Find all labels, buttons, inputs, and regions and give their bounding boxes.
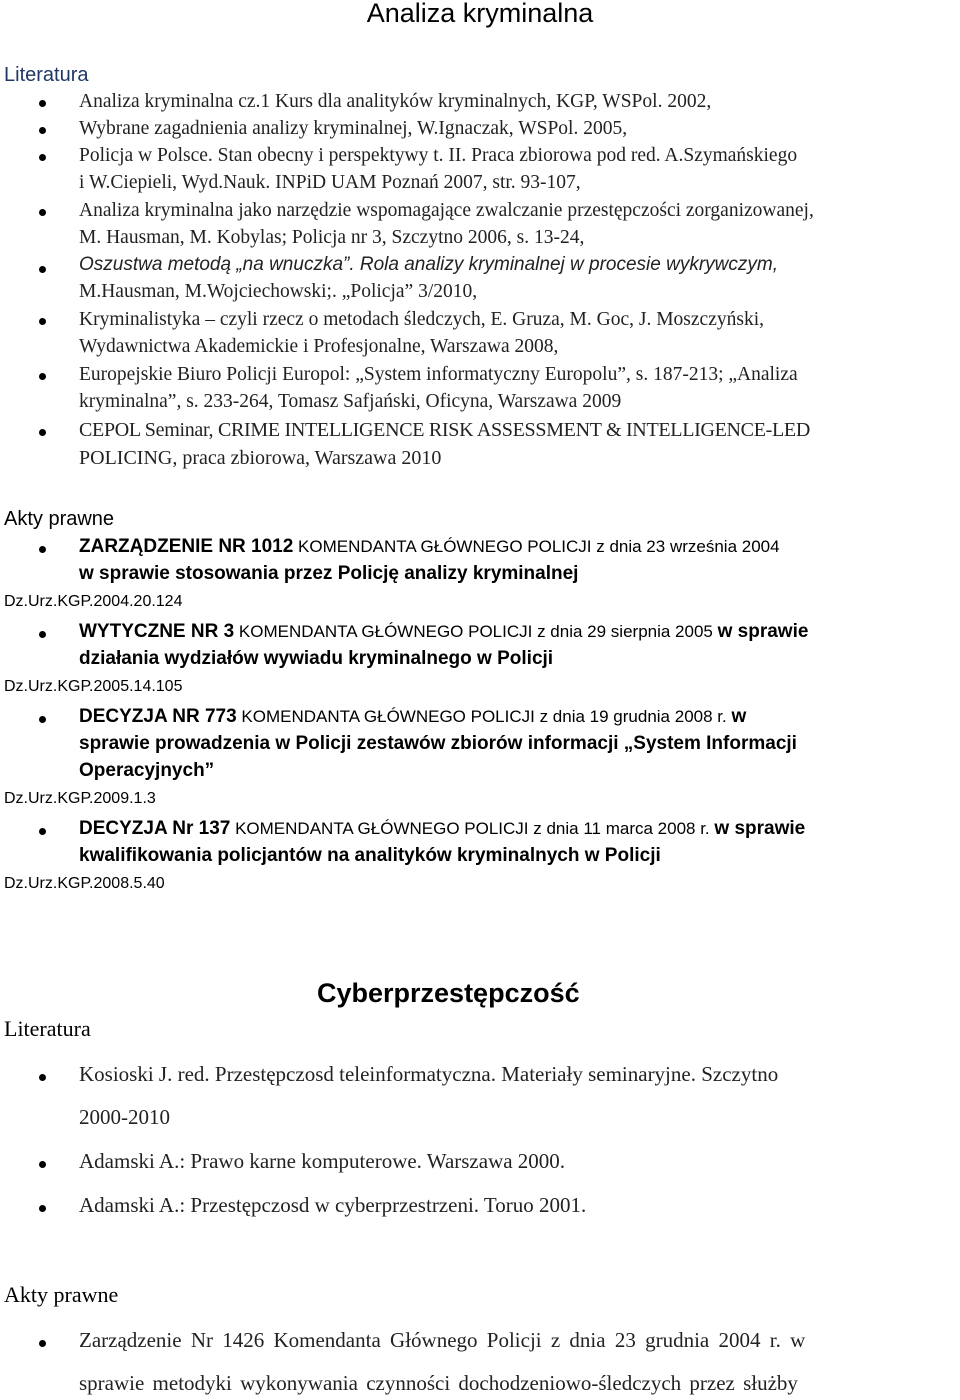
bullet-icon: [39, 1074, 46, 1081]
list-item: Analiza kryminalna cz.1 Kurs dla analityków kryminalnych, KGP, WSPol. 2002,: [79, 91, 712, 112]
page-title: Analiza kryminalna: [366, 0, 594, 28]
act-number: DECYZJA Nr 137: [79, 818, 231, 839]
bullet-icon: [39, 266, 46, 273]
list-item: Adamski A.: Przestępczosd w cyberprzestrzeni. Toruo 2001.: [79, 1193, 587, 1217]
list-item: Adamski A.: Prawo karne komputerowe. Warszawa 2000.: [79, 1149, 566, 1173]
bullet-icon: [39, 716, 46, 723]
cyber-literatura-heading: Literatura: [4, 1016, 91, 1041]
act-subject: w sprawie: [714, 818, 806, 839]
list-item: Policja w Polsce. Stan obecny i perspektywy t. II. Praca zbiorowa pod red. A.Szymańskiego: [79, 145, 798, 166]
list-item-continuation: M. Hausman, M. Kobylas; Policja nr 3, Szczytno 2006, s. 13-24,: [79, 227, 585, 248]
act-subject: Operacyjnych”: [79, 760, 215, 781]
list-item: Analiza kryminalna jako narzędzie wspomagające zwalczanie przestępczości zorganizowanej,: [79, 200, 814, 221]
bullet-icon: [39, 1161, 46, 1168]
act-subject: działania wydziałów wywiadu kryminalnego w Policji: [79, 648, 554, 669]
bullet-icon: [39, 209, 46, 216]
akty-heading: Akty prawne: [4, 508, 115, 530]
list-item: Europejskie Biuro Policji Europol: „System informatyczny Europolu”, s. 187-213; „Analiza: [79, 364, 798, 385]
bullet-icon: [39, 318, 46, 325]
literatura-heading: Literatura: [4, 64, 89, 86]
bullet-icon: [39, 546, 46, 553]
bullet-icon: [39, 1205, 46, 1212]
bullet-icon: [39, 100, 46, 107]
act-subject: w: [731, 706, 747, 727]
act-authority: KOMENDANTA GŁÓWNEGO POLICJI z dnia 11 marca 2008 r.: [230, 819, 715, 838]
bullet-icon: [39, 127, 46, 134]
list-item-continuation: i W.Ciepieli, Wyd.Nauk. INPiD UAM Poznań 2007, str. 93-107,: [79, 172, 581, 193]
bullet-icon: [39, 154, 46, 161]
act-reference: Dz.Urz.KGP.2004.20.124: [4, 593, 183, 610]
act-subject: w sprawie: [717, 621, 809, 642]
act-authority: KOMENDANTA GŁÓWNEGO POLICJI z dnia 19 grudnia 2008 r.: [236, 707, 732, 726]
act-subject: w sprawie stosowania przez Policję analizy kryminalnej: [79, 563, 579, 584]
bullet-icon: [39, 828, 46, 835]
list-item: [79, 818, 805, 840]
act-authority: KOMENDANTA GŁÓWNEGO POLICJI z dnia 23 września 2004: [293, 537, 780, 556]
act-number: DECYZJA NR 773: [79, 706, 237, 727]
list-item-continuation: sprawie metodyki wykonywania czynności dochodzeniowo-śledczych przez służby: [79, 1371, 798, 1395]
act-reference: Dz.Urz.KGP.2009.1.3: [4, 790, 156, 807]
bullet-icon: [39, 373, 46, 380]
list-item: [79, 536, 780, 558]
act-authority: KOMENDANTA GŁÓWNEGO POLICJI z dnia 29 sierpnia 2005: [234, 622, 718, 641]
act-number: ZARZĄDZENIE NR 1012: [79, 536, 294, 557]
list-item: [79, 706, 746, 728]
cyber-akty-heading: Akty prawne: [4, 1282, 119, 1307]
list-item-continuation: 2000-2010: [79, 1105, 170, 1129]
act-reference: Dz.Urz.KGP.2005.14.105: [4, 678, 183, 695]
act-subject: kwalifikowania policjantów na analityków kryminalnych w Policji: [79, 845, 661, 866]
list-item-continuation: Wydawnictwa Akademickie i Profesjonalne, Warszawa 2008,: [79, 336, 559, 357]
list-item: Oszustwa metodą „na wnuczka”. Rola analizy kryminalnej w procesie wykrywczym,: [79, 254, 779, 275]
bullet-icon: [39, 429, 46, 436]
list-item: Kosioski J. red. Przestępczosd teleinformatyczna. Materiały seminaryjne. Szczytno: [79, 1062, 779, 1086]
act-number: WYTYCZNE NR 3: [79, 621, 235, 642]
act-reference: Dz.Urz.KGP.2008.5.40: [4, 875, 165, 892]
section-title: Cyberprzestępczość: [317, 978, 580, 1008]
act-subject: sprawie prowadzenia w Policji zestawów zbiorów informacji „System Informacji: [79, 733, 797, 754]
list-item: CEPOL Seminar, CRIME INTELLIGENCE RISK ASSESSMENT & INTELLIGENCE-LED: [79, 419, 810, 441]
bullet-icon: [39, 1340, 46, 1347]
list-item-continuation: POLICING, praca zbiorowa, Warszawa 2010: [79, 447, 442, 469]
list-item: Wybrane zagadnienia analizy kryminalnej, W.Ignaczak, WSPol. 2005,: [79, 118, 628, 139]
list-item: Zarządzenie Nr 1426 Komendanta Głównego Policji z dnia 23 grudnia 2004 r. w: [79, 1328, 806, 1352]
list-item: Kryminalistyka – czyli rzecz o metodach śledczych, E. Gruza, M. Goc, J. Moszczyński,: [79, 309, 764, 330]
list-item-continuation: M.Hausman, M.Wojciechowski;. „Policja” 3/2010,: [79, 281, 478, 302]
bullet-icon: [39, 631, 46, 638]
list-item: [79, 621, 808, 643]
list-item-continuation: kryminalna”, s. 233-264, Tomasz Safjański, Oficyna, Warszawa 2009: [79, 391, 622, 412]
